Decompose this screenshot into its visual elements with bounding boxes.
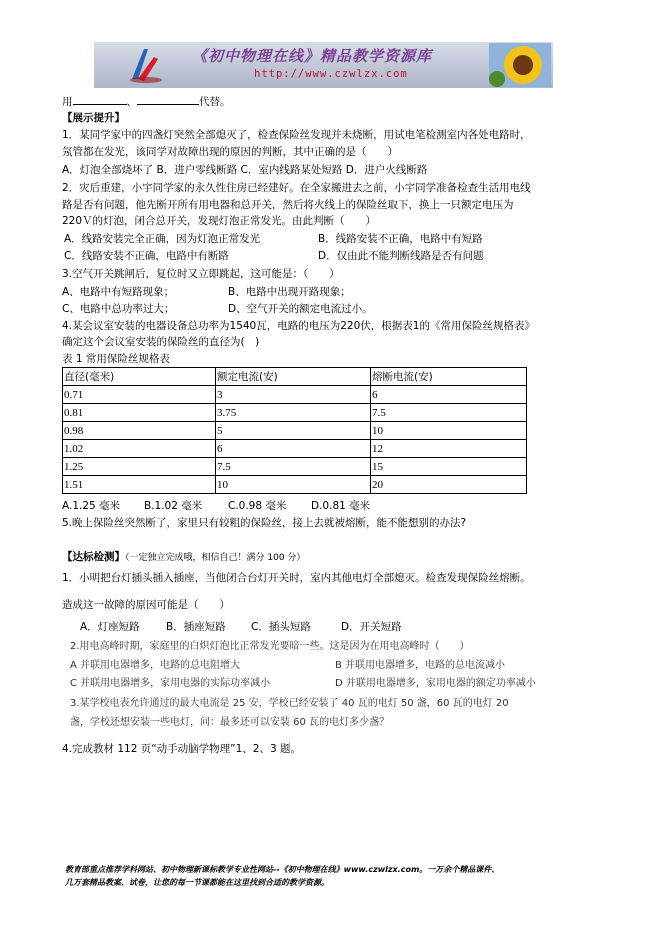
q4-line-1: 4.某会议室安装的电器设备总功率为1540瓦，电路的电压为220伏，根据表1的《常用保险丝规格表》 — [62, 320, 535, 332]
table-header-cell: 熔断电流(安) — [371, 368, 527, 386]
q2-line-1: 2．灾后重建，小宇同学家的永久性住房已经建好。在全家搬进去之前，小宇同学准备检查生活用电线 — [62, 182, 531, 194]
table-row — [63, 404, 527, 422]
fill-suffix: 代替。 — [199, 96, 231, 108]
table-cell: 20 — [371, 476, 527, 494]
footer-line-1: 教育部重点推荐学科网站、初中物理新课标教学专业性网站--《初中物理在线》www.czwlzx.com。一万余个精品课件、 — [65, 865, 500, 874]
table-cell: 7.5 — [216, 458, 371, 476]
test-section-header — [62, 549, 305, 564]
q2-line-3: 220Ｖ的灯泡，闭合总开关，发现灯泡正常发光。由此判断（ ） — [62, 215, 377, 227]
fill-prefix: 用 — [62, 96, 73, 108]
table-row — [63, 458, 527, 476]
q4-option-c: C.0.98 毫米 — [228, 500, 287, 512]
test-q3-line-2: 盏，学校还想安装一些电灯，问：最多还可以安装 60 瓦的电灯多少盏？ — [70, 717, 390, 728]
q4-option-b: B.1.02 毫米 — [144, 500, 203, 512]
table-row — [63, 422, 527, 440]
test-q1-option-b: B．插座短路 — [166, 621, 226, 633]
table-header-cell: 额定电流(安) — [216, 368, 371, 386]
table-cell: 12 — [371, 440, 527, 458]
q3-option-b: B、电路中出现开路现象； — [228, 286, 351, 298]
test-q4: 4.完成教材 112 页“动手动脑学物理”1、2、3 题。 — [62, 743, 301, 755]
test-q2-option-d: D 并联用电器增多，家用电器的额定功率减小 — [335, 678, 536, 689]
table-cell: 6 — [216, 440, 371, 458]
q5: 5.晚上保险丝突然断了，家里只有较粗的保险丝，接上去就被熔断，能不能想别的办法? — [62, 517, 467, 529]
q3-option-d: D、空气开关的额定电流过小。 — [228, 303, 373, 315]
banner-url: http://www.czwlzx.com — [254, 68, 408, 80]
header-banner — [94, 42, 553, 88]
table-row — [63, 440, 527, 458]
table-cell: 0.98 — [63, 422, 216, 440]
q1-line-2: 氖管都在发光，该同学对故障出现的原因的判断，其中正确的是（ ） — [62, 146, 398, 158]
logo-icon — [124, 45, 164, 85]
table-cell: 3 — [216, 386, 371, 404]
test-section-note: （一定独立完成哦，相信自己！满分 100 分） — [125, 553, 306, 563]
table-cell: 7.5 — [371, 404, 527, 422]
table-row — [63, 476, 527, 494]
fuse-spec-table — [62, 367, 527, 494]
q3-option-c: C、电路中总功率过大； — [62, 303, 175, 315]
table-cell: 0.71 — [63, 386, 216, 404]
table-cell: 1.51 — [63, 476, 216, 494]
table-cell: 6 — [371, 386, 527, 404]
q4-option-d: D.0.81 毫米 — [311, 500, 371, 512]
table-row — [63, 386, 527, 404]
test-q2-option-a: A 并联用电器增多，电路的总电阻增大 — [70, 660, 241, 671]
q2-option-a: A．线路安装完全正确，因为灯泡正常发光 — [64, 233, 261, 245]
table-cell: 0.81 — [63, 404, 216, 422]
table-caption: 表 1 常用保险丝规格表 — [62, 353, 170, 365]
q4-line-2: 确定这个会议室安装的保险丝的直径为( ) — [62, 336, 260, 348]
show-section-heading: 【展示提升】 — [62, 112, 125, 124]
blank-2[interactable] — [137, 93, 199, 105]
table-cell: 3.75 — [216, 404, 371, 422]
table-cell: 10 — [371, 422, 527, 440]
fill-in-line — [62, 93, 231, 109]
test-q2-option-b: B 并联用电器增多，电路的总电流减小 — [335, 660, 506, 671]
q1-line-1: 1．某同学家中的四盏灯突然全部熄灭了，检查保险丝发现并未烧断，用试电笔检测室内各处电路时， — [62, 129, 531, 141]
q3-option-a: A、电路中有短路现象； — [62, 286, 175, 298]
banner-title: 《初中物理在线》精品教学资源库 — [192, 47, 433, 65]
q1-options: A．灯泡全部烧坏了 B．进户零线断路 C．室内线路某处短路 D．进户火线断路 — [62, 164, 428, 176]
table-cell: 1.02 — [63, 440, 216, 458]
test-q1-option-c: C．插头短路 — [251, 621, 311, 633]
q4-option-a: A.1.25 毫米 — [62, 500, 121, 512]
test-q1-option-a: A．灯座短路 — [80, 621, 140, 633]
table-cell: 1.25 — [63, 458, 216, 476]
q2-option-b: B．线路安装不正确，电路中有短路 — [318, 233, 483, 245]
test-q1-line-1: 1．小明把台灯插头插入插座，当他闭合台灯开关时，室内其他电灯全部熄灭。检查发现保险丝熔断。 — [62, 572, 531, 584]
sunflower-icon — [489, 43, 551, 87]
fill-sep: 、 — [126, 96, 137, 108]
q2-option-c: C．线路安装不正确，电路中有断路 — [64, 250, 229, 262]
test-section-heading: 【达标检测】 — [62, 551, 125, 563]
test-q1-option-d: D．开关短路 — [341, 621, 402, 633]
table-header-cell: 直径(毫米) — [63, 368, 216, 386]
q2-line-2: 路是否有问题，他先断开所有用电器和总开关，然后将火线上的保险丝取下，换上一只额定电压为 — [62, 199, 514, 211]
q3-stem: 3.空气开关跳闸后，复位时又立即跳起，这可能是：（ ） — [62, 268, 340, 280]
table-cell: 10 — [216, 476, 371, 494]
table-cell: 15 — [371, 458, 527, 476]
test-q3-line-1: 3.某学校电表允许通过的最大电流是 25 安，学校已经安装了 40 瓦的电灯 50 盏，60 瓦的电灯 20 — [70, 698, 509, 709]
q2-option-d: D．仅由此不能判断线路是否有问题 — [318, 250, 484, 262]
blank-1[interactable] — [73, 93, 127, 105]
table-cell: 5 — [216, 422, 371, 440]
test-q1-line-2: 造成这一故障的原因可能是（ ） — [62, 599, 230, 611]
test-q2-stem: 2.用电高峰时期，家庭里的白炽灯泡比正常发光要暗一些。这是因为在用电高峰时（ ） — [70, 641, 470, 652]
test-q2-option-c: C 并联用电器增多，家用电器的实际功率减小 — [70, 678, 271, 689]
footer-line-2: 几万套精品教案、试卷，让您的每一节课都能在这里找到合适的教学资源。 — [65, 878, 329, 887]
table-header-row — [63, 368, 527, 386]
